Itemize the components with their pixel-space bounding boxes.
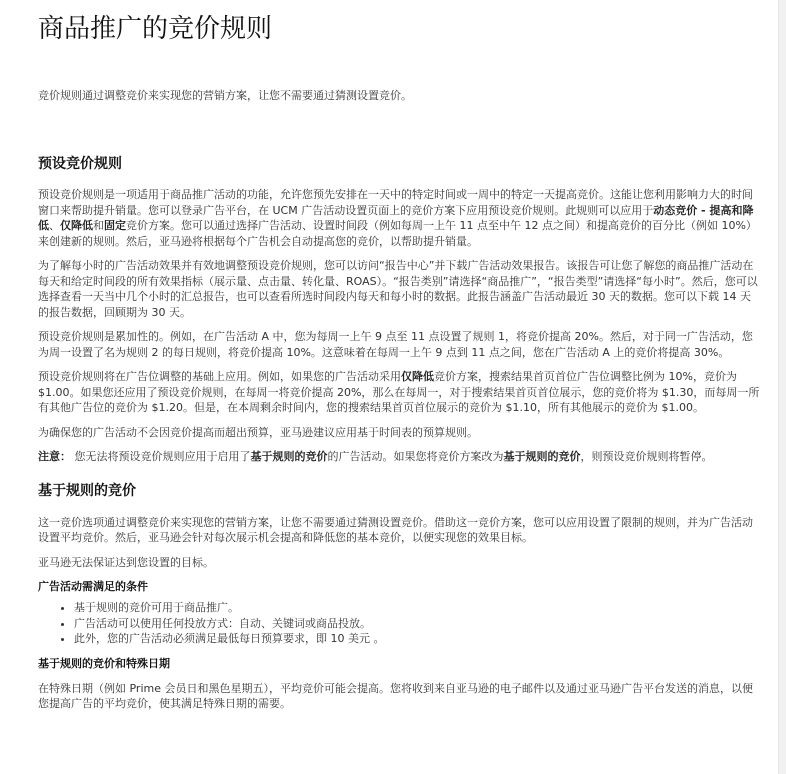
list-item: • 广告活动可以使用任何投放方式：自动、关键词或商品投放。 [74, 616, 760, 632]
rule-based-paragraph-2: 亚马逊无法保证达到您设置的目标。 [38, 555, 214, 569]
rule-based-bidding-term: 基于规则的竞价 [250, 450, 328, 463]
conditions-list [38, 600, 760, 647]
note-label: 注意： [38, 450, 71, 463]
preset-bid-rules-heading: 预设竞价规则 [38, 156, 122, 172]
special-dates-paragraph: 在特殊日期（例如 Prime 会员日和黑色星期五），平均竞价可能会提高。您将收到来自亚马逊的电子邮件以及通过亚马逊广告平台发送的消息，以便您提高广告的平均竞价，使其满足特殊日期的需要。 [38, 681, 753, 710]
strategy-up-and-down: 动态竞价 - 提高和降低 [38, 203, 754, 232]
preset-note: 注意： 您无法将预设竞价规则应用于启用了基于规则的竞价的广告活动。如果您将竞价方案改为基于规则的竞价，则预设竞价规则将暂停。 [38, 450, 713, 463]
rule-based-bidding-term-2: 基于规则的竞价 [503, 450, 581, 463]
rule-based-bidding-heading: 基于规则的竞价 [38, 482, 136, 499]
strategy-down-only-inline: 仅降低 [401, 370, 434, 383]
article [38, 0, 760, 712]
strategy-fixed: 固定 [104, 219, 126, 232]
special-dates-heading: 基于规则的竞价和特殊日期 [38, 656, 170, 670]
strategy-down-only: 仅降低 [60, 219, 93, 232]
scrollbar[interactable] [778, 0, 786, 774]
rule-based-paragraph-1: 这一竞价选项通过调整竞价来实现您的营销方案，让您不需要通过猜测设置竞价。借助这一竞价方案，您可以应用设置了限制的规则，并为广告活动设置平均竞价。然后，亚马逊会针对每次展示机会提高和降低您的基本竞价，以便实现您的效果目标。 [38, 515, 753, 544]
rule-based-bidding-body [38, 515, 760, 712]
page-title: 商品推广的竞价规则 [38, 14, 273, 44]
preset-paragraph-4: 预设竞价规则将在广告位调整的基础上应用。例如，如果您的广告活动采用仅降低竞价方案，搜索结果首页首位广告位调整比例为 10%，竞价为 $1.00。如果您还应用了预设竞价规则，在每周一将竞价提高 20%，那么在每周一，对于搜索结果首页首位展示，您的竞价将为 $1.30，而每周一所有其他广告位的竞价为 $1.20。但是，在本周剩余时间内，您的搜索结果首页首位展示的竞价为 $1.10，所有其他展示的竞价为 $1.00。 [38, 370, 760, 414]
list-item: • 此外，您的广告活动必须满足最低每日预算要求，即 10 美元 。 [74, 631, 760, 647]
list-item: • 基于规则的竞价可用于商品推广。 [74, 600, 760, 616]
preset-paragraph-1: 预设竞价规则是一项适用于商品推广活动的功能，允许您预先安排在一天中的特定时间或一周中的特定一天提高竞价。这能让您利用影响力大的时间窗口来帮助提升销量。您可以登录广告平台，在 UCM 广告活动设置页面上的竞价方案下应用预设竞价规则。此规则可以应用于动态竞价 - 提高和降低、仅降低和固定竞价方案。您可以通过选择广告活动、设置时间段（例如每周一上午 11 点至中午 12 点之间）和提高竞价的百分比（例如 10%）来创建新的规则。然后，亚马逊将根据每个广告机会自动提高您的竞价，以帮助提升销量。 [38, 188, 757, 248]
conditions-heading: 广告活动需满足的条件 [38, 580, 148, 593]
preset-paragraph-2: 为了解每小时的广告活动效果并有效地调整预设竞价规则，您可以访问“报告中心”并下载广告活动效果报告。该报告可让您了解您的商品推广活动在每天和给定时间段的所有效果指标（展示量、点击量、转化量、ROAS）。“报告类别”请选择“商品推广”，“报告类型”请选择“每小时”。然后，您可以选择查看一天当中几个小时的汇总报告，也可以查看所选时间段内每天和每小时的数据。此报告涵盖广告活动最近 30 天的数据。您可以下载 14 天的报告数据，回顾期为 30 天。 [38, 259, 758, 319]
preset-bid-rules-body [38, 187, 760, 465]
preset-paragraph-5: 为确保您的广告活动不会因竞价提高而超出预算，亚马逊建议应用基于时间表的预算规则。 [38, 425, 478, 439]
preset-paragraph-3: 预设竞价规则是累加性的。例如，在广告活动 A 中，您为每周一上午 9 点至 11 点设置了规则 1，将竞价提高 20%。然后，对于同一广告活动，您为周一设置了名为规则 2 的每日规则，将竞价提高 10%。这意味着在每周一上午 9 点到 11 点之间，您在广告活动 A 上的竞价将提高 30%。 [38, 330, 753, 359]
intro-text: 竞价规则通过调整竞价来实现您的营销方案，让您不需要通过猜测设置竞价。 [38, 89, 412, 102]
